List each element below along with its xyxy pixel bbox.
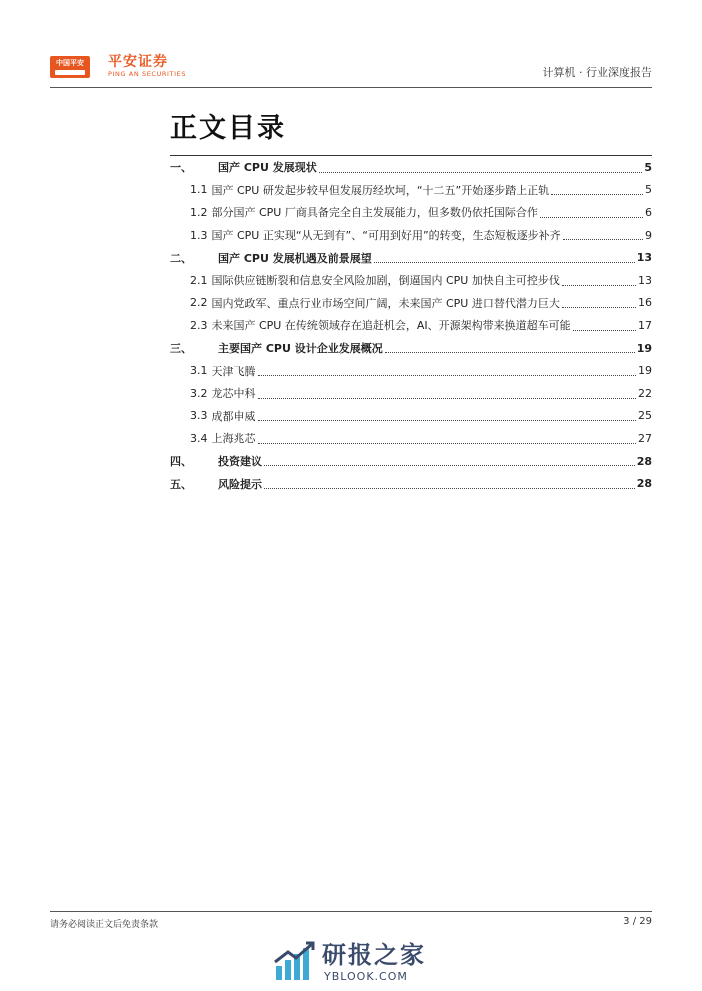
toc-entry-title: 国产 CPU 研发起步较早但发展历经坎坷，“十二五”开始逐步踏上正轨 — [211, 183, 550, 197]
toc-entry-number: 3.2 — [190, 386, 208, 400]
toc-entry-page: 19 — [638, 364, 652, 378]
brand-logo — [108, 54, 186, 79]
toc-entry-page: 5 — [644, 160, 652, 174]
toc-entry-number: 3.3 — [190, 409, 208, 423]
toc-entry-page: 13 — [638, 273, 652, 287]
footer-disclaimer: 请务必阅读正文后免责条款 — [50, 920, 159, 930]
toc-section-entry[interactable] — [170, 156, 652, 179]
toc-entry-number: 1.1 — [190, 183, 208, 197]
toc-subsection-entry[interactable] — [170, 201, 652, 224]
toc-leader-dots — [563, 229, 643, 240]
toc-leader-dots — [258, 388, 637, 399]
toc-section-entry[interactable] — [170, 472, 652, 495]
toc-leader-dots — [573, 320, 636, 331]
toc-entry-title: 风险提示 — [218, 477, 262, 491]
toc-subsection-entry[interactable] — [170, 427, 652, 450]
toc-entry-page: 6 — [645, 205, 652, 219]
toc-entry-title: 部分国产 CPU 厂商具备完全自主发展能力，但多数仍依托国际合作 — [211, 206, 538, 220]
brand-name-cn: 平安证券 — [108, 54, 168, 70]
toc-entry-page: 25 — [638, 409, 652, 423]
toc-entry-number: 2.1 — [190, 273, 208, 287]
watermark-url: YBLOOK.COM — [324, 970, 408, 983]
toc-entry-page: 9 — [645, 228, 652, 242]
toc-entry-number: 3.4 — [190, 431, 208, 445]
toc-entry-title: 国产 CPU 正实现“从无到有”、“可用到好用”的转变，生态短板逐步补齐 — [211, 229, 561, 243]
toc-entry-title: 国内党政军、重点行业市场空间广阔，未来国产 CPU 进口替代潜力巨大 — [211, 296, 560, 310]
toc-leader-dots — [264, 455, 635, 466]
toc-subsection-entry[interactable] — [170, 359, 652, 382]
watermark-title: 研报之家 — [322, 941, 426, 969]
toc-leader-dots — [551, 184, 643, 195]
toc-entry-page: 16 — [638, 296, 652, 310]
toc-leader-dots — [258, 365, 637, 376]
toc-section-entry[interactable] — [170, 246, 652, 269]
brand-name-en: PING AN SECURITIES — [108, 70, 187, 78]
table-of-contents — [170, 155, 652, 495]
toc-leader-dots — [319, 162, 643, 173]
toc-entry-number: 3.1 — [190, 364, 208, 378]
toc-subsection-entry[interactable] — [170, 405, 652, 428]
toc-leader-dots — [562, 275, 636, 286]
toc-entry-page: 28 — [636, 477, 652, 491]
toc-entry-number: 一、 — [170, 161, 192, 175]
footer-divider — [50, 911, 652, 912]
toc-entry-number: 1.3 — [190, 228, 208, 242]
toc-entry-number: 四、 — [170, 455, 192, 469]
toc-subsection-entry[interactable] — [170, 224, 652, 247]
toc-entry-number: 1.2 — [190, 205, 208, 219]
toc-subsection-entry[interactable] — [170, 269, 652, 292]
toc-entry-title: 成都申威 — [211, 409, 256, 423]
toc-leader-dots — [258, 410, 637, 421]
ping-an-logo-icon: 中国平安 — [50, 56, 90, 78]
toc-entry-number: 2.3 — [190, 318, 208, 332]
toc-entry-title: 国际供应链断裂和信息安全风险加剧，倒逼国内 CPU 加快自主可控步伐 — [211, 274, 560, 288]
toc-entry-title: 主要国产 CPU 设计企业发展概况 — [218, 342, 383, 356]
toc-entry-title: 国产 CPU 发展机遇及前景展望 — [218, 251, 372, 265]
toc-entry-title: 投资建议 — [218, 455, 262, 469]
toc-entry-page: 17 — [638, 318, 652, 332]
watermark — [272, 940, 462, 986]
page-header — [50, 52, 652, 86]
toc-entry-page: 28 — [636, 454, 652, 468]
toc-entry-number: 五、 — [170, 477, 192, 491]
bar-chart-logo-icon — [272, 940, 316, 984]
toc-entry-title: 上海兆芯 — [211, 432, 256, 446]
toc-entry-title: 天津飞腾 — [211, 364, 256, 378]
report-category: 计算机 · 行业深度报告 — [542, 66, 652, 79]
toc-section-entry[interactable] — [170, 337, 652, 360]
toc-leader-dots — [562, 297, 636, 308]
toc-entry-title: 国产 CPU 发展现状 — [218, 161, 317, 175]
toc-subsection-entry[interactable] — [170, 179, 652, 202]
toc-entry-number: 二、 — [170, 251, 192, 265]
toc-subsection-entry[interactable] — [170, 292, 652, 315]
toc-entry-number: 2.2 — [190, 296, 208, 310]
toc-section-entry[interactable] — [170, 450, 652, 473]
toc-subsection-entry[interactable] — [170, 382, 652, 405]
toc-leader-dots — [258, 433, 637, 444]
toc-entry-page: 19 — [636, 341, 652, 355]
toc-entry-page: 5 — [645, 183, 652, 197]
toc-leader-dots — [540, 207, 643, 218]
page-title: 正文目录 — [170, 113, 286, 144]
toc-entry-page: 13 — [636, 251, 652, 265]
toc-subsection-entry[interactable] — [170, 314, 652, 337]
toc-entry-title: 龙芯中科 — [211, 387, 256, 401]
toc-leader-dots — [264, 478, 635, 489]
toc-entry-number: 三、 — [170, 342, 192, 356]
toc-leader-dots — [385, 342, 635, 353]
toc-entry-page: 22 — [638, 386, 652, 400]
header-divider — [50, 87, 652, 88]
toc-entry-title: 未来国产 CPU 在传统领域存在追赶机会，AI、开源架构带来换道超车可能 — [211, 319, 571, 333]
toc-entry-page: 27 — [638, 431, 652, 445]
toc-leader-dots — [374, 252, 635, 263]
page-number: 3 / 29 — [623, 916, 652, 927]
